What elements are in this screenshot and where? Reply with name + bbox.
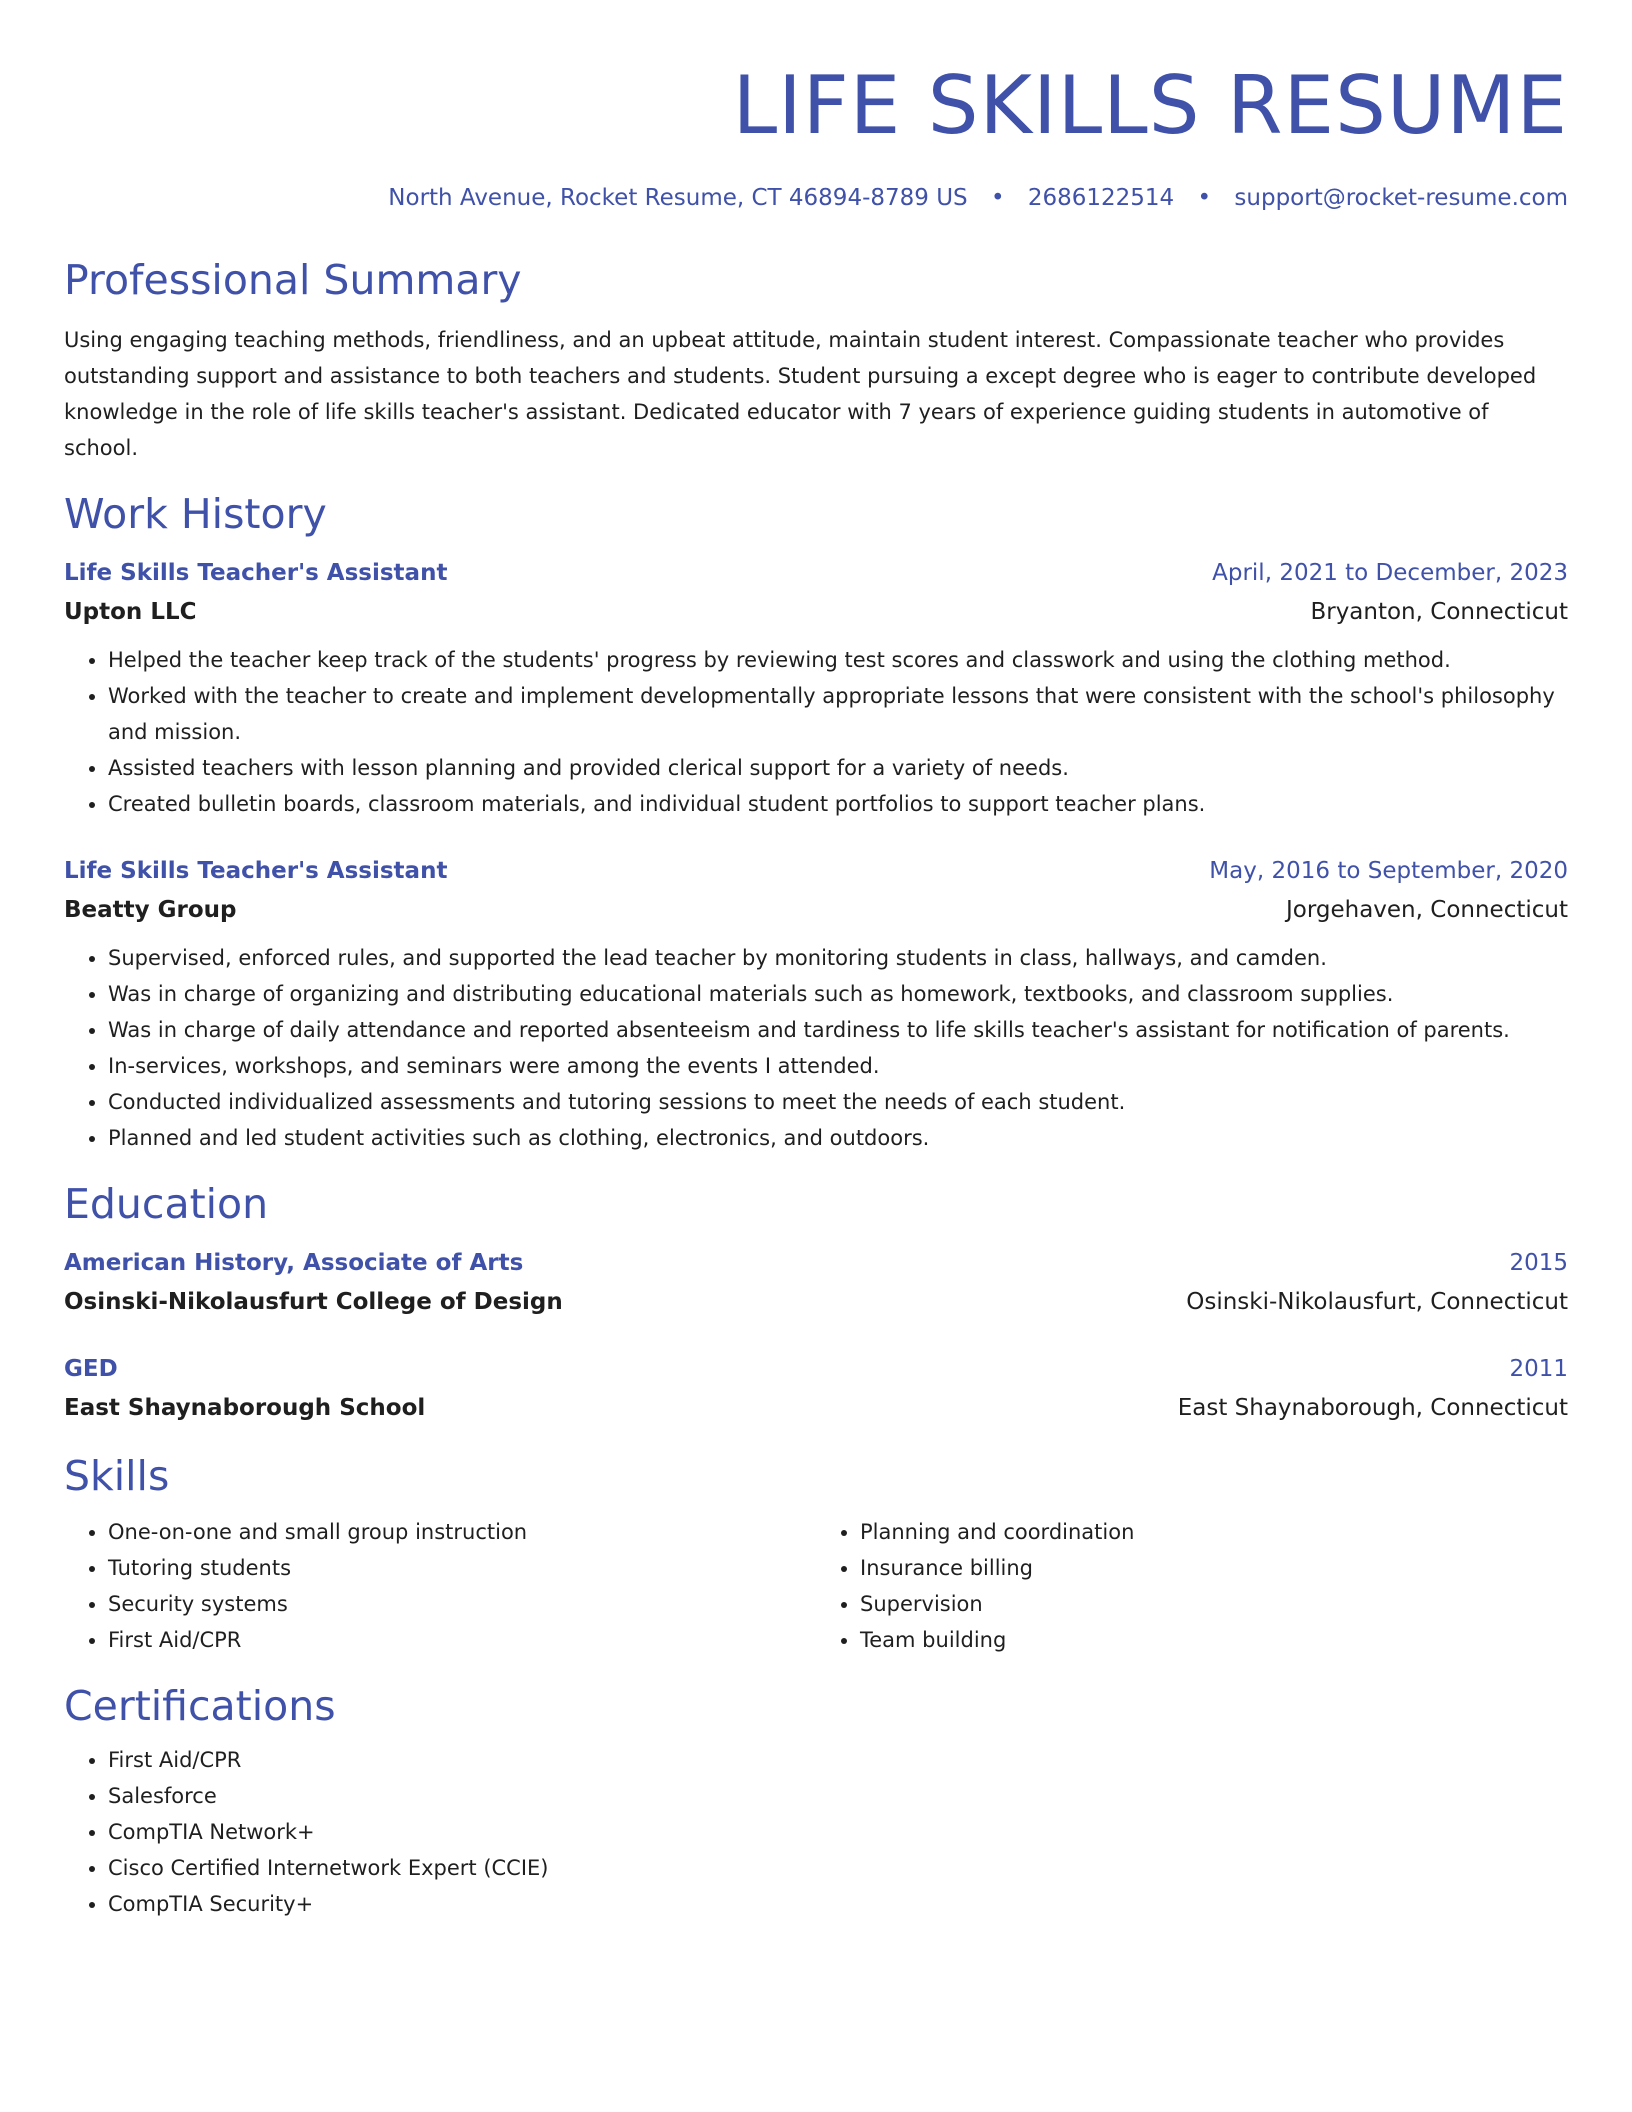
job-bullet: • Was in charge of daily attendance and reported absenteeism and tardiness to life skills teacher's assistant for notification of parents. [108, 1012, 1568, 1048]
summary-section [64, 254, 1568, 466]
job-dates: May, 2016 to September, 2020 [1209, 858, 1568, 884]
education-heading: Education [64, 1180, 269, 1228]
job-bullets [64, 642, 1568, 822]
certifications-section [64, 1680, 1568, 1922]
skill-item: • Security systems [108, 1586, 816, 1622]
resume-header [64, 58, 1568, 214]
skills-list-right [816, 1514, 1568, 1658]
summary-heading: Professional Summary [64, 256, 522, 304]
certification-item: • Cisco Certified Internetwork Expert (CCIE) [108, 1850, 1568, 1886]
education-school: Osinski-Nikolausfurt College of Design [64, 1289, 563, 1315]
education-location: Osinski-Nikolausfurt, Connecticut [1186, 1289, 1568, 1315]
work-history-heading: Work History [64, 490, 327, 538]
certification-item: • CompTIA Security+ [108, 1886, 1568, 1922]
job-bullet: • Supervised, enforced rules, and supported the lead teacher by monitoring students in class, hallways, and camden. [108, 940, 1568, 976]
job-company: Upton LLC [64, 599, 197, 625]
education-location: East Shaynaborough, Connecticut [1177, 1395, 1568, 1421]
certification-item: • Salesforce [108, 1778, 1568, 1814]
job-location: Bryanton, Connecticut [1310, 599, 1568, 625]
skills-grid [64, 1514, 1568, 1658]
certification-item: • CompTIA Network+ [108, 1814, 1568, 1850]
skill-item: • Planning and coordination [860, 1514, 1568, 1550]
certifications-heading: Certifications [64, 1682, 336, 1730]
contact-phone: 2686122514 [1027, 185, 1175, 211]
skill-item: • Team building [860, 1622, 1568, 1658]
skill-item: • One-on-one and small group instruction [108, 1514, 816, 1550]
education-entry [64, 1244, 1568, 1322]
contact-email: support@rocket-resume.com [1234, 185, 1568, 211]
job-bullet: • Was in charge of organizing and distributing educational materials such as homework, textbooks, and classroom supplies. [108, 976, 1568, 1012]
contact-line [64, 182, 1568, 214]
job-bullet: • Worked with the teacher to create and implement developmentally appropriate lessons that were consistent with the school's philosophy and mission. [108, 678, 1568, 750]
job-dates: April, 2021 to December, 2023 [1212, 560, 1568, 586]
summary-text: Using engaging teaching methods, friendliness, and an upbeat attitude, maintain student interest. Compassionate teacher who provides outstanding support and assistance to both teachers and students. Student pursuing a except degree who is eager to contribute developed knowledge in the role of life skills teacher's assistant. Dedicated educator with 7 years of experience guiding students in automotive of school. [64, 328, 1537, 460]
certifications-list [64, 1742, 1568, 1922]
skill-item: • First Aid/CPR [108, 1622, 816, 1658]
skills-section [64, 1450, 1568, 1658]
job-location: Jorgehaven, Connecticut [1285, 897, 1568, 923]
skill-item: • Tutoring students [108, 1550, 816, 1586]
job-bullet: • Conducted individualized assessments and tutoring sessions to meet the needs of each student. [108, 1084, 1568, 1120]
skills-list-left [64, 1514, 816, 1658]
education-school: East Shaynaborough School [64, 1395, 426, 1421]
job-role: Life Skills Teacher's Assistant [64, 858, 448, 884]
education-degree: GED [64, 1356, 118, 1382]
contact-separator: • [1197, 185, 1212, 211]
job-bullet: • Assisted teachers with lesson planning and provided clerical support for a variety of needs. [108, 750, 1568, 786]
work-history-section [64, 488, 1568, 1156]
skills-heading: Skills [64, 1452, 170, 1500]
education-year: 2011 [1509, 1356, 1568, 1382]
job-bullets [64, 940, 1568, 1156]
resume-title: LIFE SKILLS RESUME [732, 59, 1568, 152]
job-bullet: • Created bulletin boards, classroom materials, and individual student portfolios to support teacher plans. [108, 786, 1568, 822]
job-bullet: • Helped the teacher keep track of the students' progress by reviewing test scores and classwork and using the clothing method. [108, 642, 1568, 678]
job-entry [64, 554, 1568, 822]
job-entry [64, 852, 1568, 1156]
job-role: Life Skills Teacher's Assistant [64, 560, 448, 586]
contact-separator: • [990, 185, 1005, 211]
certification-item: • First Aid/CPR [108, 1742, 1568, 1778]
education-year: 2015 [1509, 1250, 1568, 1276]
education-entry [64, 1350, 1568, 1428]
contact-address: North Avenue, Rocket Resume, CT 46894-8789 US [388, 185, 968, 211]
job-bullet: • In-services, workshops, and seminars were among the events I attended. [108, 1048, 1568, 1084]
skill-item: • Supervision [860, 1586, 1568, 1622]
education-degree: American History, Associate of Arts [64, 1250, 524, 1276]
skill-item: • Insurance billing [860, 1550, 1568, 1586]
job-bullet: • Planned and led student activities such as clothing, electronics, and outdoors. [108, 1120, 1568, 1156]
job-company: Beatty Group [64, 897, 237, 923]
education-section [64, 1178, 1568, 1428]
